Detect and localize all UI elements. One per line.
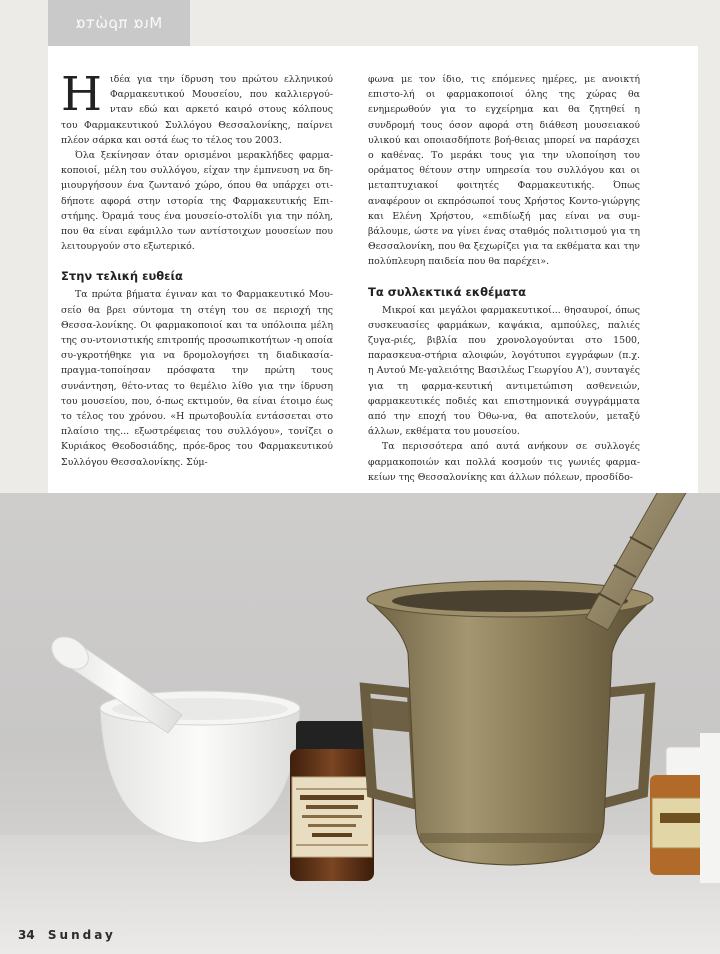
photo-illustration bbox=[0, 493, 720, 954]
brass-pestle bbox=[586, 493, 712, 630]
drop-cap: Η bbox=[61, 67, 102, 122]
article-column-left bbox=[61, 67, 333, 470]
magazine-name: Sunday bbox=[47, 928, 116, 942]
porcelain-mortar bbox=[100, 691, 300, 843]
article-text-panel bbox=[48, 46, 698, 493]
section-tab bbox=[48, 0, 190, 46]
section-tab-label: Μια πρώτα bbox=[75, 14, 163, 32]
small-amber-bottle bbox=[650, 733, 720, 883]
paragraph: Τα πρώτα βήματα έγιναν και το Φαρμακευτικό Μου-σείο θα βρει σύντομα τη στέγη του σε περιοχή της Θεσσα-λονίκης. Οι φαρμακοποιοί και τα υπόλοιπα μέλη της συ-ντονιστικής επιτροπής προσωπικοτήτων -η οποία συ-γκροτήθηκε για να δρομολογήσει τη διαδικασία- πραγμα-τοποίησαν πρόσφατα την πρώτη τους συνάντηση, θέτο-ντας το θεμέλιο λίθο για την ίδρυση του μουσείου, που, ό-πως εκτιμούν, θα είναι έτοιμο έως το τέλος του χρόνου. «Η πρωτοβουλία εντάσσεται στο πλαίσιο της... εξωστρέφειας του συλλόγου», τονίζει ο Κυριάκος Θεοδοσιάδης, πρόε-δρος του Φαρμακευτικού Συλλόγου Θεσσαλονίκης. Σύμ- bbox=[61, 289, 333, 468]
still-life-photo bbox=[0, 493, 720, 954]
paragraph: Όλα ξεκίνησαν όταν ορισμένοι μερακλήδες φαρμα-κοποιοί, μέλη του συλλόγου, είχαν την έμπνευση να δη-μιουργήσουν ένα ζωντανό χώρο, όπου θα υπάρχει οτι-δήποτε αφορά στην ιστορία της Φαρμακευτικής Επι-στήμης. Όραμά τους ένα μουσείο-στολίδι για την πόλη, που θα είναι εφάμιλλο των αντίστοιχων μουσείων που λειτουργούν στο εξωτερικό. bbox=[61, 150, 333, 253]
amber-reagent-bottle bbox=[290, 721, 374, 881]
article-column-right bbox=[368, 72, 640, 485]
paragraph: Τα περισσότερα από αυτά ανήκουν σε συλλογές φαρμακοποιών και πολλά κοσμούν τις γωνιές φαρμα-κείων της Θεσσαλονίκης και άλλων πόλεων, προσδίδο- bbox=[368, 441, 640, 483]
section-heading: Στην τελική ευθεία bbox=[61, 269, 183, 284]
paragraph: φωνα με τον ίδιο, τις επόμενες ημέρες, με ανοικτή επιστο-λή οι φαρμακοποιοί όλης της χώρας θα ενημερωθούν για το εγχείρημα και θα ζητηθεί η συνδρομή τους όσον αφορά στη διάθεση μουσειακού υλικού και οποιασδήποτε βοή-θειας μπορεί να παράσχει ο καθένας. Το μεράκι τους για την υλοποίηση του οράματος θέτουν στην υπηρεσία του συλλόγου και οι μεταπτυχιακοί φοιτητές Φαρμακευτικής. Όπως αναφέρουν οι εκπρόσωποί τους Χρήστος Κοντο-γιώργης και Ελένη Χρήστου, «επιδίωξή μας είναι να συμ-βάλουμε, ώστε να γίνει ένας σταθμός πολιτισμού για τη Θεσσαλονίκη, που θα ξεχωρίζει για τα εκθέματα και την πολύπλευρη παιδεία που θα παρέχει». bbox=[368, 74, 640, 268]
page-footer bbox=[18, 928, 116, 942]
paragraph: Μικροί και μεγάλοι φαρμακευτικοί... θησαυροί, όπως συσκευασίες φαρμάκων, καψάκια, αμπούλες, παλιές ζυγα-ριές, βιβλία που χρονολογούνται στο 1500, παρασκευα-στήρια αλοιφών, λογότυποι εγγράφων (π.χ. η Αυτού Με-γαλειότης Βασιλέως Γεωργίου Α'), συνταγές για τη φαρμα-κευτική αντιμετώπιση ασθενειών, φαρμακευτικές ποδιές και επιστημονικά συγγράμματα από την εποχή του Όθω-να, θα αποτελούν, μεταξύ άλλων, εκθέματα του μουσείου. bbox=[368, 304, 640, 438]
paragraph-text: ιδέα για την ίδρυση του πρώτου ελληνικού Φαρμακευτικού Μουσείου, που καλλιεργού-νταν εδώ και αρκετό καιρό στους κόλπους του Φαρμακευτικού Συλλόγου Θεσσαλονίκης, παίρνει πλέον σάρκα και οστά έως το τέλος του 2003. bbox=[61, 74, 333, 146]
page-number: 34 bbox=[18, 928, 35, 942]
section-heading: Τα συλλεκτικά εκθέματα bbox=[368, 284, 526, 299]
paragraph bbox=[61, 67, 333, 148]
